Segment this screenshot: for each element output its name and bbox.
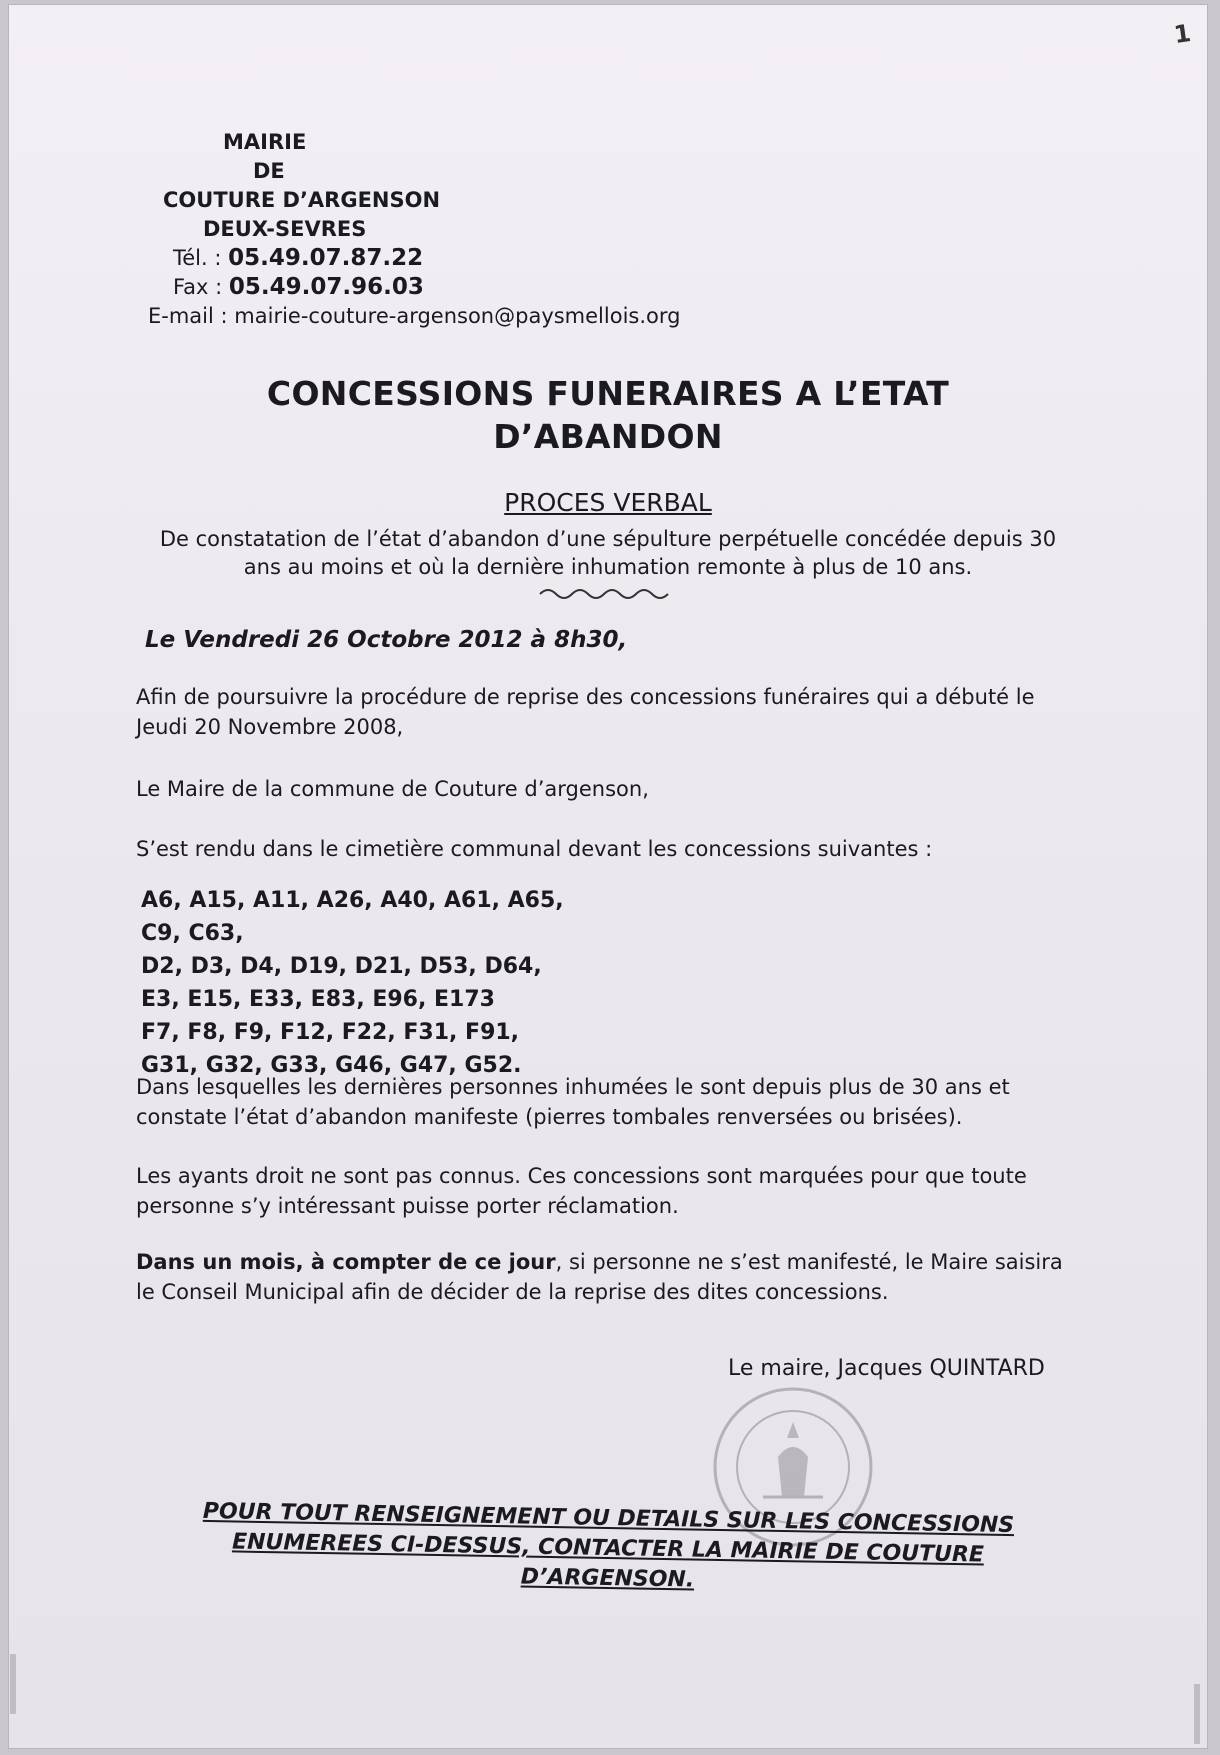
concessions-row-f: F7, F8, F9, F12, F22, F31, F91, <box>141 1020 520 1045</box>
paragraph-maire: Le Maire de la commune de Couture d’argenson, <box>136 777 649 801</box>
concessions-row-a: A6, A15, A11, A26, A40, A61, A65, <box>141 888 564 913</box>
delai-rest: , si personne ne s’est manifesté, le Maire saisira le Conseil Municipal afin de décider de la reprise des dites concessions. <box>136 1250 1063 1304</box>
contact-footer-note: POUR TOUT RENSEIGNEMENT OU DETAILS SUR LES CONCESSIONS ENUMEREES CI-DESSUS, CONTACTER LA MAIRIE DE COUTURE D’ARGENSON. <box>202 1498 1015 1593</box>
paragraph-procedure: Afin de poursuivre la procédure de reprise des concessions funéraires qui a débuté le Jeudi 20 Novembre 2008, <box>136 685 1035 739</box>
email-address: mairie-couture-argenson@paysmellois.org <box>234 304 681 328</box>
delai-emphasis: Dans un mois, à compter de ce jour <box>136 1250 556 1274</box>
title-line-1: CONCESSIONS FUNERAIRES A L’ETAT <box>266 374 950 413</box>
fax-line <box>143 273 703 302</box>
document-title <box>168 372 1048 458</box>
date-line: Le Vendredi 26 Octobre 2012 à 8h30, <box>145 627 628 653</box>
email-label: E-mail : <box>148 304 235 328</box>
letterhead-de: DE <box>253 159 285 183</box>
signature: Le maire, Jacques QUINTARD <box>728 1356 1045 1381</box>
letterhead <box>143 128 703 331</box>
concessions-row-e: E3, E15, E33, E83, E96, E173 <box>141 987 495 1012</box>
tape-mark <box>1194 1684 1200 1744</box>
proces-verbal-heading: PROCES VERBAL <box>504 488 712 517</box>
fax-label: Fax : <box>173 275 229 299</box>
phone-number: 05.49.07.87.22 <box>228 245 424 271</box>
page-mark: 1 <box>1172 18 1193 50</box>
fax-number: 05.49.07.96.03 <box>228 274 424 300</box>
concessions-list <box>141 884 564 1082</box>
letterhead-mairie: MAIRIE <box>223 130 307 154</box>
concessions-row-c: C9, C63, <box>141 921 244 946</box>
phone-line <box>143 244 703 273</box>
tape-mark <box>10 1654 16 1714</box>
paragraph-delai <box>136 1247 1076 1307</box>
ornament-divider-icon <box>538 586 678 600</box>
email-line <box>143 302 703 331</box>
paragraph-cimetiere: S’est rendu dans le cimetière communal devant les concessions suivantes : <box>136 837 933 861</box>
letterhead-commune: COUTURE D’ARGENSON <box>163 188 441 212</box>
concessions-row-g: G31, G32, G33, G46, G47, G52. <box>141 1053 522 1078</box>
notice-sheet <box>8 4 1208 1749</box>
concessions-row-d: D2, D3, D4, D19, D21, D53, D64, <box>141 954 542 979</box>
title-line-2: D’ABANDON <box>493 417 723 456</box>
proces-verbal-description: De constatation de l’état d’abandon d’une sépulture perpétuelle concédée depuis 30 ans au moins et où la dernière inhumation remonte à plus de 10 ans. <box>159 527 1057 579</box>
paragraph-ayants-droit: Les ayants droit ne sont pas connus. Ces concessions sont marquées pour que toute personne s’y intéressant puisse porter réclamation. <box>136 1164 1027 1218</box>
paragraph-abandon: Dans lesquelles les dernières personnes inhumées le sont depuis plus de 30 ans et constate l’état d’abandon manifeste (pierres tombales renversées ou brisées). <box>136 1075 1010 1129</box>
phone-label: Tél. : <box>173 246 229 270</box>
letterhead-departement: DEUX-SEVRES <box>203 217 367 241</box>
